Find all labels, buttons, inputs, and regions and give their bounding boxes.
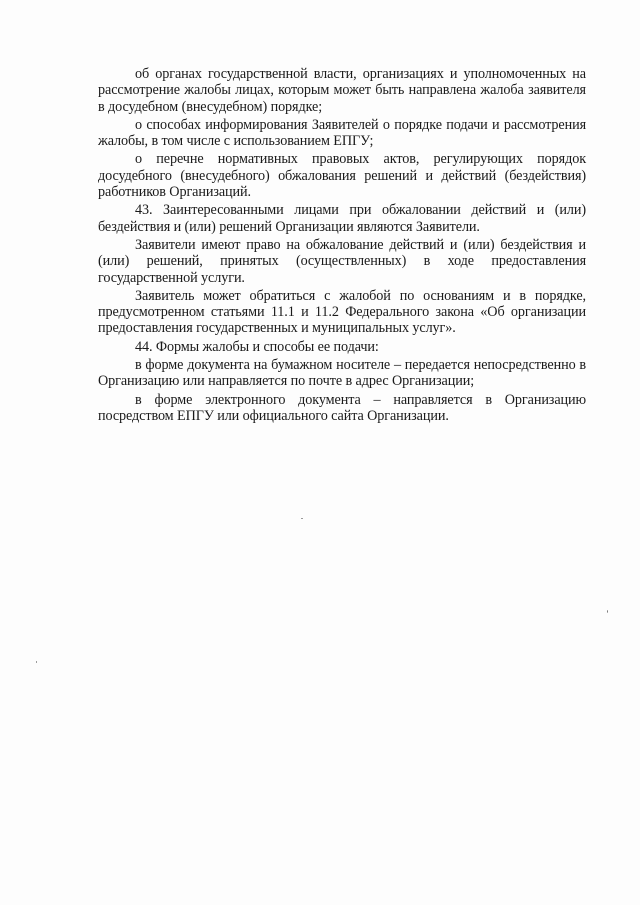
paragraph-electronic-form: в форме электронного документа – направляется в Организацию посредством ЕПГУ или официального сайта Организации. (98, 391, 586, 424)
scan-speck (607, 610, 608, 613)
paragraph-appeal-right: Заявители имеют право на обжалование действий и (или) бездействия и (или) решений, принятых (осуществленных) в ходе предоставления государственной услуги. (98, 236, 586, 286)
paragraph-federal-law: Заявитель может обратиться с жалобой по основаниям и в порядке, предусмотренном статьями 11.1 и 11.2 Федерального закона «Об организации предоставления государственных и муниципальных услуг». (98, 287, 586, 337)
scan-speck (301, 518, 303, 519)
paragraph-clause-43: 43. Заинтересованными лицами при обжаловании действий и (или) бездействия и (или) решений Организации являются Заявители. (98, 202, 586, 235)
paragraph-legal-acts: о перечне нормативных правовых актов, регулирующих порядок досудебного (внесудебного) обжалования решений и действий (бездействия) работников Организаций. (98, 151, 586, 201)
document-body (98, 66, 586, 426)
paragraph-paper-form: в форме документа на бумажном носителе – передается непосредственно в Организацию или направляется по почте в адрес Организации; (98, 357, 586, 390)
paragraph-clause-44: 44. Формы жалобы и способы ее подачи: (135, 338, 379, 355)
paragraph-complaint-bodies: об органах государственной власти, организациях и уполномоченных на рассмотрение жалобы лицах, которым может быть направлена жалоба заявителя в досудебном (внесудебном) порядке; (98, 66, 586, 115)
paragraph-information-methods: о способах информирования Заявителей о порядке подачи и рассмотрения жалобы, в том числе с использованием ЕПГУ; (98, 116, 586, 150)
scan-speck (36, 661, 37, 663)
